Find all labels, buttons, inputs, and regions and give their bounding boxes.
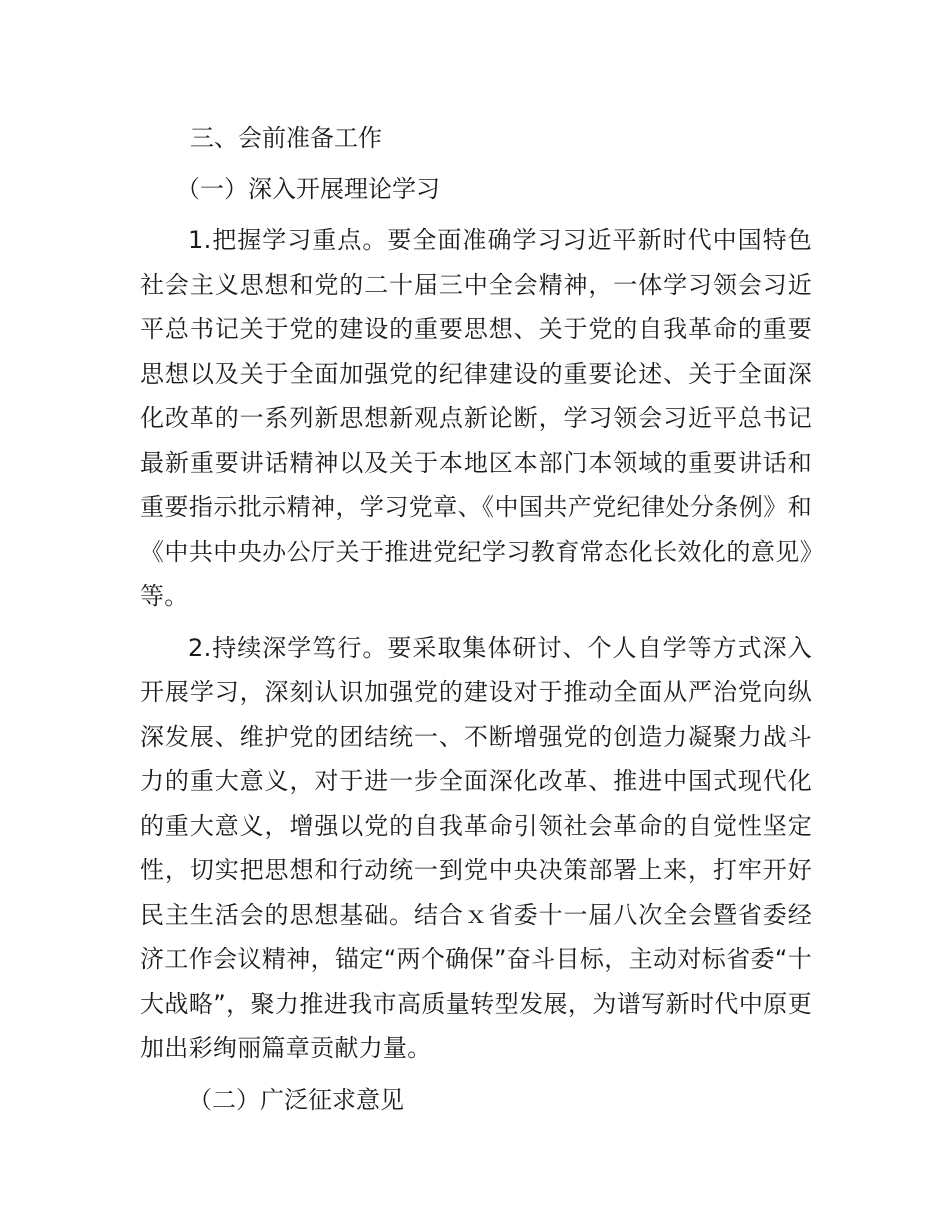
section-title: 三、会前准备工作	[190, 124, 382, 152]
paragraph-study-focus: 1.把握学习重点。要全面准确学习习近平新时代中国特色社会主义思想和党的二十届三中全会精神，一体学习领会习近平总书记关于党的建设的重要思想、关于党的自我革命的重要思想以及关于全面加强党的纪律建设的重要论述、关于全面深化改革的一系列新思想新观点新论断，学习领会习近平总书记最新重要讲话精神以及关于本地区本部门本领域的重要讲话和重要指示批示精神，学习党章、《中国共产党纪律处分条例》和《中共中央办公厅关于推进党纪学习教育常态化长效化的意见》等。	[140, 226, 812, 610]
subsection-title-theory-study: （一）深入开展理论学习	[176, 175, 440, 203]
document-body	[140, 116, 812, 1122]
paragraph-continuous-study: 2.持续深学笃行。要采取集体研讨、个人自学等方式深入开展学习，深刻认识加强党的建设对于推动全面从严治党向纵深发展、维护党的团结统一、不断增强党的创造力凝聚力战斗力的重大意义，对于进一步全面深化改革、推进中国式现代化的重大意义，增强以党的自我革命引领社会革命的自觉性坚定性，切实把思想和行动统一到党中央决策部署上来，打牢开好民主生活会的思想基础。结合ｘ省委十一届八次全会暨省委经济工作会议精神，锚定“两个确保”奋斗目标，主动对标省委“十大战略”，聚力推进我市高质量转型发展，为谱写新时代中原更加出彩绚丽篇章贡献力量。	[140, 633, 812, 1062]
subsection-title-solicit-opinions: （二）广泛征求意见	[188, 1085, 404, 1114]
